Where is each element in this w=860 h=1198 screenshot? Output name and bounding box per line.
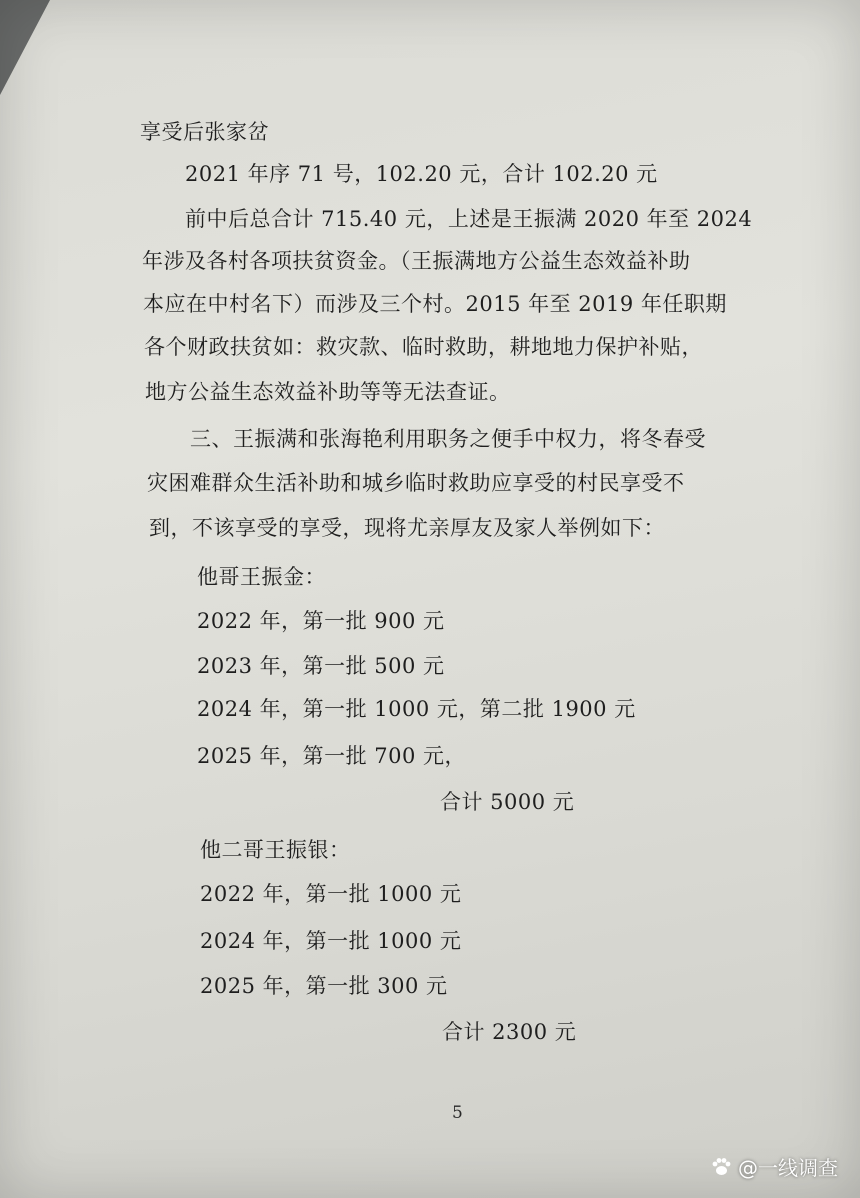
- text-line: 年涉及各村各项扶贫资金。（王振满地方公益生态效益补助: [142, 249, 691, 273]
- section-heading: 享受后张家岔: [140, 120, 269, 144]
- text-line: 三、王振满和张海艳利用职务之便手中权力，将冬春受: [190, 427, 706, 451]
- payment-line: 2022 年，第一批 900 元: [197, 609, 445, 633]
- payment-line: 2023 年，第一批 500 元: [197, 654, 445, 678]
- subtotal-line: 合计 2300 元: [442, 1020, 577, 1044]
- person-heading: 他哥王振金：: [197, 565, 326, 589]
- payment-line: 2024 年，第一批 1000 元，第二批 1900 元: [197, 697, 636, 721]
- payment-line: 2025 年，第一批 300 元: [200, 974, 448, 998]
- watermark-text: @一线调查: [738, 1156, 838, 1180]
- payment-line: 2022 年，第一批 1000 元: [200, 882, 462, 906]
- person-heading: 他二哥王振银：: [200, 838, 351, 862]
- text-line: 前中后总合计 715.40 元，上述是王振满 2020 年至 2024: [185, 207, 753, 231]
- subtotal-line: 合计 5000 元: [440, 790, 575, 814]
- text-line: 本应在中村名下）而涉及三个村。2015 年至 2019 年任职期: [143, 292, 727, 316]
- folded-corner: [0, 0, 50, 95]
- payment-line: 2024 年，第一批 1000 元: [200, 929, 462, 953]
- paw-icon: [710, 1156, 732, 1178]
- watermark: [710, 1152, 838, 1181]
- text-line: 地方公益生态效益补助等等无法查证。: [145, 380, 511, 404]
- text-line: 2021 年序 71 号，102.20 元，合计 102.20 元: [185, 162, 658, 186]
- text-line: 灾困难群众生活补助和城乡临时救助应享受的村民享受不: [147, 471, 685, 495]
- text-line: 各个财政扶贫如：救灾款、临时救助，耕地地力保护补贴，: [144, 335, 703, 359]
- text-line: 到，不该享受的享受，现将尤亲厚友及家人举例如下：: [149, 516, 665, 540]
- page-number: 5: [452, 1103, 463, 1123]
- payment-line: 2025 年，第一批 700 元，: [197, 744, 467, 768]
